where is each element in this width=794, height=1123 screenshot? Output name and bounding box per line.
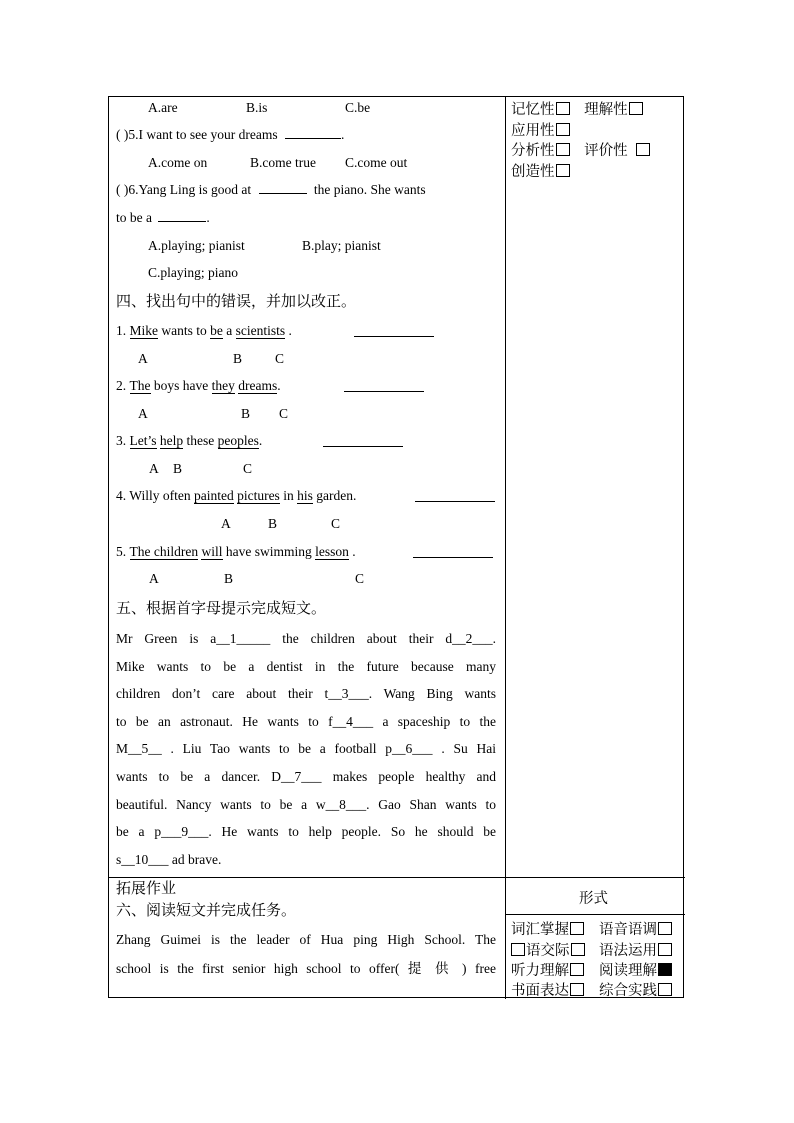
checkbox[interactable] xyxy=(556,143,570,156)
question-6-line2: to be a . xyxy=(116,210,210,225)
checkbox-checked[interactable] xyxy=(658,963,672,976)
question-stem: ( )5.I want to see your dreams xyxy=(116,127,278,142)
label-b: B xyxy=(241,406,251,421)
passage-line: s__10___ ad brave. xyxy=(116,852,222,867)
correction-blank[interactable] xyxy=(415,489,495,502)
q6-options-line2 xyxy=(148,264,238,282)
checkbox[interactable] xyxy=(570,983,584,996)
option-c: C.playing; piano xyxy=(148,265,238,280)
question-stem-cont: the piano. She wants xyxy=(313,182,426,197)
checkbox[interactable] xyxy=(570,922,584,935)
label-b: B xyxy=(173,461,183,476)
correction-blank[interactable] xyxy=(354,324,434,337)
checkbox[interactable] xyxy=(511,943,525,956)
worksheet-table xyxy=(108,96,684,998)
passage-line: school is the first senior high school to offer( 提 供 ) free xyxy=(116,961,496,976)
answer-blank[interactable] xyxy=(259,181,307,194)
passage-line: be a p___9___. He wants to help people. So he should be xyxy=(116,824,496,839)
checkbox[interactable] xyxy=(556,164,570,177)
correction-blank[interactable] xyxy=(323,434,403,447)
checkbox[interactable] xyxy=(658,922,672,935)
extension-title: 拓展作业 xyxy=(116,879,177,897)
question-6 xyxy=(116,181,426,199)
checkbox[interactable] xyxy=(556,102,570,115)
error-item-4: 4. Willy often painted pictures in his garden. xyxy=(116,487,356,505)
label-c: C xyxy=(279,406,289,421)
checkbox[interactable] xyxy=(629,102,643,115)
q4-options xyxy=(148,99,371,117)
form-header: 形式 xyxy=(579,891,608,907)
form-cell: 综合实践 xyxy=(599,979,672,1000)
checkbox[interactable] xyxy=(571,943,585,956)
option-b: B.play; pianist xyxy=(302,238,381,253)
form-cell: 语交际 xyxy=(511,939,585,960)
option-c: C.come out xyxy=(345,155,408,170)
error-item-2: 2. The boys have they dreams. xyxy=(116,377,281,395)
cognitive-row-2: 应用性 xyxy=(511,119,570,140)
checkbox[interactable] xyxy=(658,943,672,956)
question-stem: ( )6.Yang Ling is good at xyxy=(116,182,252,197)
q5-options xyxy=(148,154,408,172)
option-b: B.is xyxy=(246,100,268,115)
question-stem-cont: to be a xyxy=(116,210,152,225)
option-b: B.come true xyxy=(250,155,316,170)
form-cell: 听力理解 xyxy=(511,959,584,980)
cognitive-row-1: 记忆性 理解性 xyxy=(511,98,643,119)
checkbox[interactable] xyxy=(556,123,570,136)
form-cell: 词汇掌握 xyxy=(511,918,584,939)
row-divider xyxy=(109,877,685,878)
section-heading: 四、找出句中的错误，并加以改正。 xyxy=(116,292,357,310)
section-heading: 五、根据首字母提示完成短文。 xyxy=(116,599,327,617)
passage-line: Mr Green is a__1_____ the children about their d__2___. xyxy=(116,631,496,646)
label-a: A xyxy=(138,351,148,366)
answer-blank[interactable] xyxy=(158,209,206,222)
checkbox[interactable] xyxy=(570,963,584,976)
correction-blank[interactable] xyxy=(413,545,493,558)
passage-line: beautiful. Nancy wants to be a w__8___. Gao Shan wants to xyxy=(116,797,496,812)
form-cell: 书面表达 xyxy=(511,979,584,1000)
section-heading: 六、阅读短文并完成任务。 xyxy=(116,901,297,919)
form-cell: 语法运用 xyxy=(599,939,672,960)
form-cell: 语音语调 xyxy=(599,918,672,939)
label-a: A xyxy=(149,461,159,476)
checkbox[interactable] xyxy=(658,983,672,996)
checkbox[interactable] xyxy=(636,143,650,156)
passage-line: wants to be a dancer. D__7___ makes people healthy and xyxy=(116,769,496,784)
label-a: A xyxy=(149,571,159,586)
q6-options xyxy=(148,237,381,255)
passage-line: to be an astronaut. He wants to f__4___ a spaceship to the xyxy=(116,714,496,729)
label-c: C xyxy=(243,461,253,476)
passage-line: children don’t care about their t__3___. Wang Bing wants xyxy=(116,686,496,701)
option-c: C.be xyxy=(345,100,371,115)
option-a: A.playing; pianist xyxy=(148,238,245,253)
error-item-5: 5. The children will have swimming lesson . xyxy=(116,543,356,561)
answer-blank[interactable] xyxy=(285,126,341,139)
label-c: C xyxy=(331,516,341,531)
cognitive-row-3: 分析性 评价性 xyxy=(511,139,650,160)
error-item-1: 1. Mike wants to be a scientists . xyxy=(116,322,292,340)
label-b: B xyxy=(233,351,243,366)
passage-line: Mike wants to be a dentist in the future because many xyxy=(116,659,496,674)
label-c: C xyxy=(355,571,365,586)
label-b: B xyxy=(224,571,234,586)
label-b: B xyxy=(268,516,278,531)
passage-line: Zhang Guimei is the leader of Hua ping High School. The xyxy=(116,932,496,947)
question-5: ( )5.I want to see your dreams . xyxy=(116,127,345,142)
passage-line: M__5__ . Liu Tao wants to be a football p__6___ . Su Hai xyxy=(116,741,496,756)
label-a: A xyxy=(138,406,148,421)
form-header-divider xyxy=(505,914,685,915)
option-a: A.come on xyxy=(148,155,208,170)
correction-blank[interactable] xyxy=(344,379,424,392)
column-divider xyxy=(505,97,506,999)
label-c: C xyxy=(275,351,285,366)
option-a: A.are xyxy=(148,100,178,115)
cognitive-row-4: 创造性 xyxy=(511,160,570,181)
label-a: A xyxy=(221,516,231,531)
error-item-3: 3. Let’s help these peoples. xyxy=(116,432,262,450)
form-cell: 阅读理解 xyxy=(599,959,672,980)
